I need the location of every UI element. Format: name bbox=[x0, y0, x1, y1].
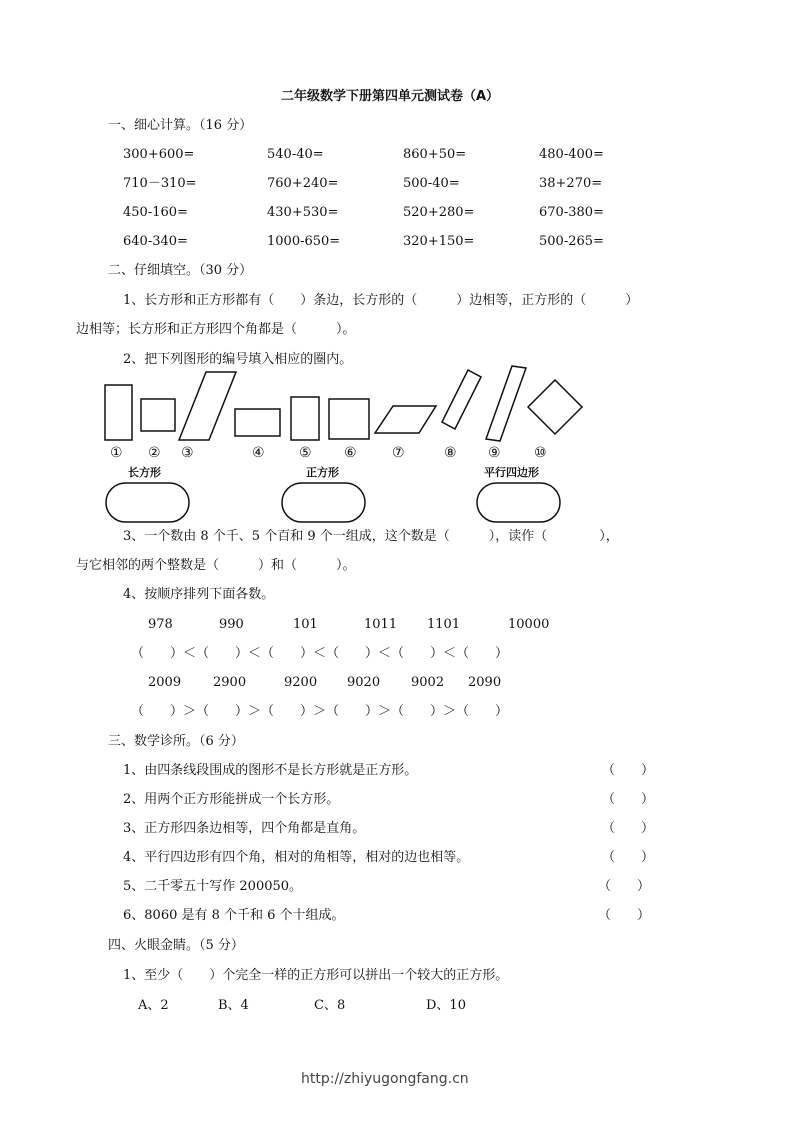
label-parallelogram: 平行四边形 bbox=[484, 466, 539, 479]
shape-number: ⑥ bbox=[344, 445, 357, 461]
calc-item: 540-40= bbox=[267, 147, 324, 162]
fill-q1-line2: 边相等；长方形和正方形四个角都是（ ）。 bbox=[76, 322, 356, 337]
calc-item: 860+50= bbox=[403, 147, 467, 162]
section2-heading: 二、仔细填空。（30 分） bbox=[108, 263, 253, 278]
judge-item: 5、二千零五十写作 200050。 bbox=[123, 879, 303, 894]
calc-item: 480-400= bbox=[539, 147, 604, 162]
shape-7-parallelogram bbox=[375, 406, 436, 433]
order-number: 978 bbox=[148, 617, 173, 632]
shape-4-rect bbox=[235, 409, 280, 436]
fill-q3-line1: 3、一个数由 8 个千、5 个百和 9 个一组成，这个数是（ ），读作（ ）， bbox=[123, 529, 619, 544]
choice-option: A、2 bbox=[138, 998, 169, 1013]
shape-number: ⑤ bbox=[299, 445, 312, 461]
shape-5-rect bbox=[291, 397, 319, 440]
order-number: 101 bbox=[293, 617, 318, 632]
choice-option: D、10 bbox=[426, 998, 466, 1013]
section1-heading: 一、细心计算。（16 分） bbox=[108, 118, 253, 133]
judge-item: 3、正方形四条边相等，四个角都是直角。 bbox=[123, 821, 366, 836]
order-number: 9020 bbox=[347, 675, 381, 690]
order-number: 2900 bbox=[213, 675, 247, 690]
calc-item: 640-340= bbox=[123, 234, 188, 249]
judge-blank: （ ） bbox=[602, 850, 655, 865]
fill-q1-line1: 1、长方形和正方形都有（ ）条边，长方形的（ ）边相等，正方形的（ ） bbox=[123, 293, 639, 308]
order-number: 1011 bbox=[364, 617, 398, 632]
order-number: 990 bbox=[219, 617, 244, 632]
shape-10-diamond bbox=[528, 380, 582, 434]
order-number: 10000 bbox=[508, 617, 550, 632]
judge-blank: （ ） bbox=[602, 821, 655, 836]
choice-q1: 1、至少（ ）个完全一样的正方形可以拼出一个较大的正方形。 bbox=[123, 968, 509, 983]
order-number: 2009 bbox=[148, 675, 182, 690]
order-blanks-less: （ ）＜（ ）＜（ ）＜（ ）＜（ ）＜（ ） bbox=[131, 646, 509, 661]
label-rectangle: 长方形 bbox=[128, 466, 161, 479]
shape-1-rect bbox=[105, 385, 132, 440]
label-square: 正方形 bbox=[306, 466, 339, 479]
fill-q3-line2: 与它相邻的两个整数是（ ）和（ ）。 bbox=[76, 558, 356, 573]
judge-item: 6、8060 是有 8 个千和 6 个十组成。 bbox=[123, 908, 345, 923]
choice-option: B、4 bbox=[218, 998, 249, 1013]
calc-item: 1000-650= bbox=[267, 234, 341, 249]
shape-number: ⑧ bbox=[444, 445, 457, 461]
calc-item: 450-160= bbox=[123, 205, 188, 220]
order-number: 9200 bbox=[284, 675, 318, 690]
order-number: 9002 bbox=[411, 675, 445, 690]
oval-rectangles bbox=[106, 483, 189, 522]
calc-item: 38+270= bbox=[539, 176, 603, 191]
shape-number: ③ bbox=[181, 445, 194, 461]
shape-2-square bbox=[141, 399, 175, 431]
judge-item: 4、平行四边形有四个角，相对的角相等，相对的边也相等。 bbox=[123, 850, 470, 865]
calc-item: 520+280= bbox=[403, 205, 475, 220]
judge-item: 1、由四条线段围成的图形不是长方形就是正方形。 bbox=[123, 763, 418, 778]
oval-squares bbox=[282, 483, 365, 522]
calc-item: 500-40= bbox=[403, 176, 460, 191]
shape-6-square bbox=[329, 399, 369, 439]
shape-3-parallelogram bbox=[179, 372, 236, 440]
oval-parallelograms bbox=[477, 483, 560, 522]
calc-item: 710－310= bbox=[123, 176, 197, 191]
shape-number: ⑨ bbox=[488, 445, 501, 461]
section4-heading: 四、火眼金睛。（5 分） bbox=[108, 938, 244, 953]
order-number: 1101 bbox=[427, 617, 461, 632]
judge-blank: （ ） bbox=[602, 792, 655, 807]
shape-number: ④ bbox=[252, 445, 265, 461]
shape-8-parallelogram bbox=[442, 370, 481, 429]
calc-item: 500-265= bbox=[539, 234, 604, 249]
footer-url: http://zhiyugongfang.cn bbox=[301, 1071, 469, 1087]
shape-number: ⑦ bbox=[392, 445, 405, 461]
shape-number: ⑩ bbox=[534, 445, 547, 461]
shape-9-parallelogram bbox=[486, 366, 526, 441]
shape-number: ② bbox=[148, 445, 161, 461]
calc-item: 300+600= bbox=[123, 147, 195, 162]
order-number: 2090 bbox=[468, 675, 502, 690]
calc-item: 670-380= bbox=[539, 205, 604, 220]
calc-item: 760+240= bbox=[267, 176, 339, 191]
shape-number: ① bbox=[110, 445, 123, 461]
fill-q2: 2、把下列图形的编号填入相应的圈内。 bbox=[123, 352, 353, 367]
calc-item: 430+530= bbox=[267, 205, 339, 220]
judge-blank: （ ） bbox=[602, 763, 655, 778]
page-title: 二年级数学下册第四单元测试卷（A） bbox=[281, 89, 500, 104]
calc-item: 320+150= bbox=[403, 234, 475, 249]
choice-option: C、8 bbox=[314, 998, 346, 1013]
judge-blank: （ ） bbox=[598, 879, 651, 894]
judge-blank: （ ） bbox=[598, 908, 651, 923]
judge-item: 2、用两个正方形能拼成一个长方形。 bbox=[123, 792, 340, 807]
fill-q4: 4、按顺序排列下面各数。 bbox=[123, 587, 275, 602]
section3-heading: 三、数学诊所。（6 分） bbox=[108, 734, 244, 749]
order-blanks-greater: （ ）＞（ ）＞（ ）＞（ ）＞（ ）＞（ ） bbox=[131, 704, 509, 719]
